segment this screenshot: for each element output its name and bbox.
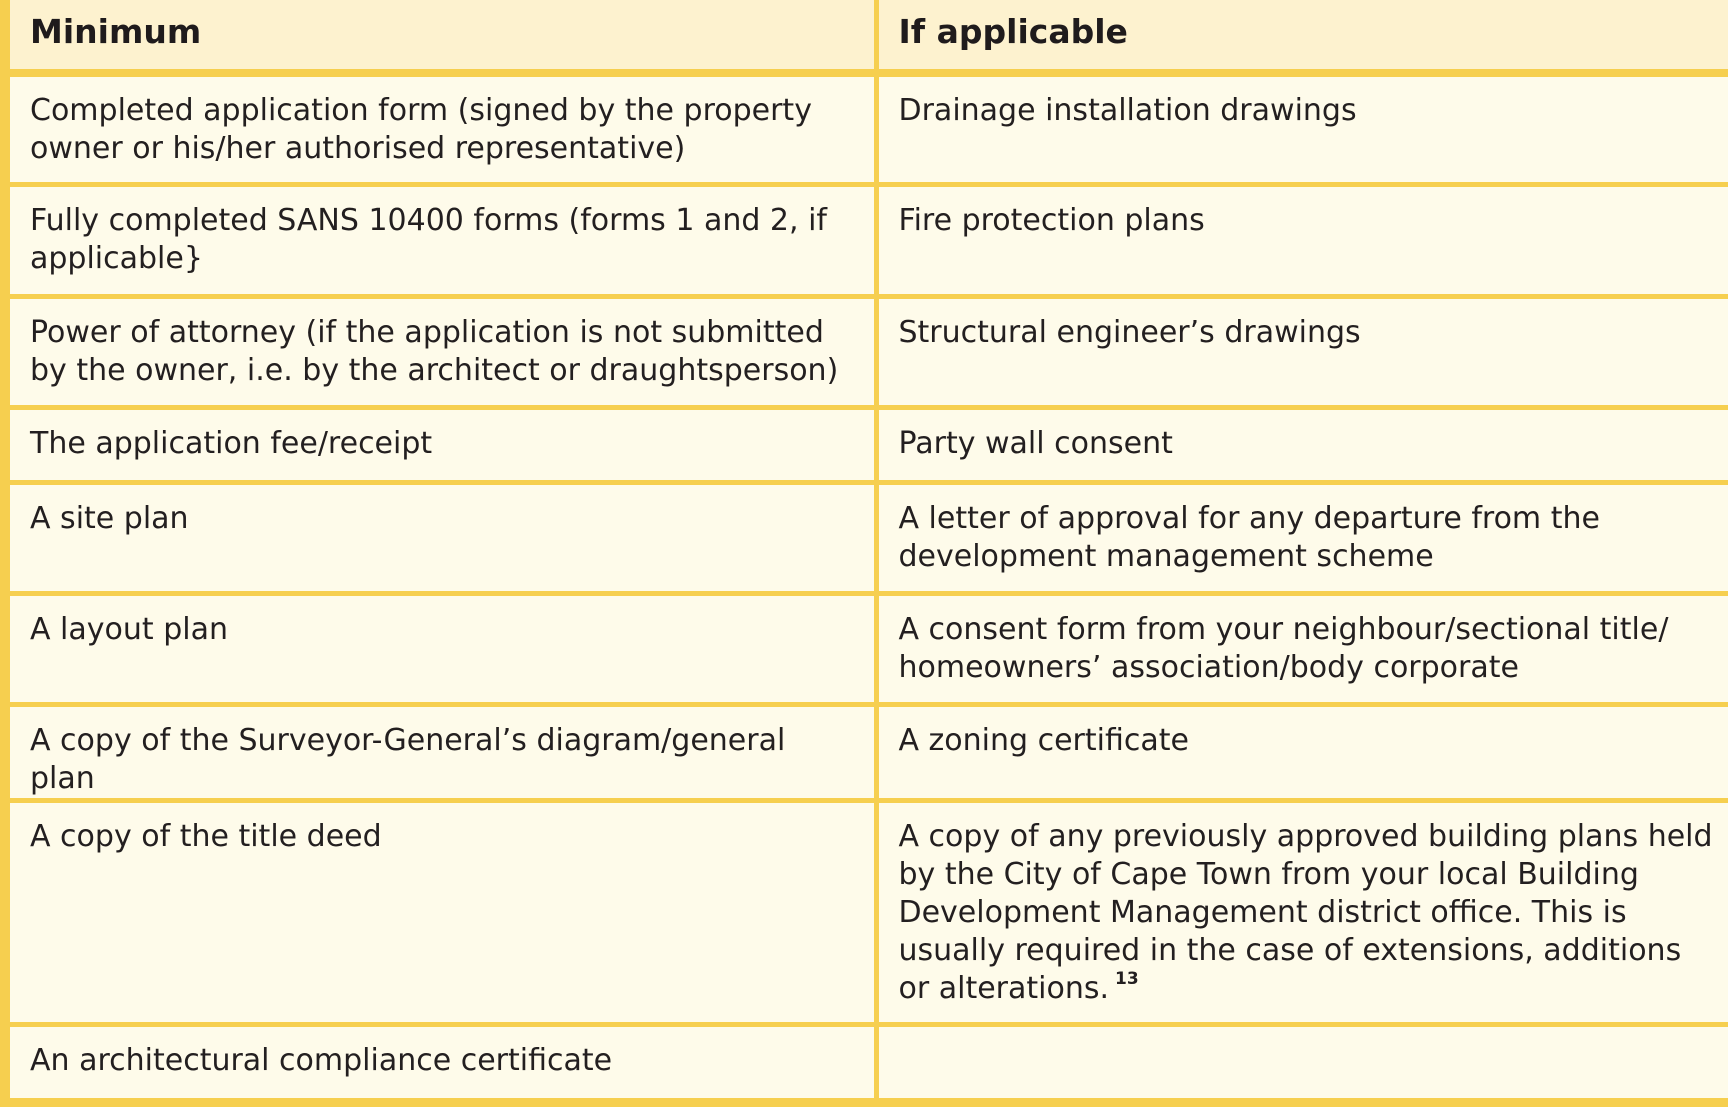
if-applicable-cell: Fire protection plans	[876, 184, 1728, 296]
if-applicable-cell: Drainage installation drawings	[876, 73, 1728, 184]
minimum-cell: An architectural compliance certificate	[5, 1024, 876, 1102]
table-row	[5, 1024, 1728, 1102]
minimum-cell: Fully completed SANS 10400 forms (forms 1 and 2, if applicable}	[5, 184, 876, 296]
table-row	[5, 184, 1728, 296]
table-row	[5, 593, 1728, 704]
if-applicable-cell: A letter of approval for any departure from the development management scheme	[876, 482, 1728, 593]
header-row	[5, 0, 1728, 73]
table-header	[5, 0, 1728, 73]
column-header-minimum: Minimum	[5, 0, 876, 73]
if-applicable-cell: Structural engineer’s drawings	[876, 296, 1728, 407]
minimum-cell: A copy of the title deed	[5, 800, 876, 1024]
table-row	[5, 482, 1728, 593]
minimum-cell: The application fee/receipt	[5, 407, 876, 482]
minimum-cell: Completed application form (signed by the property owner or his/her authorised representative)	[5, 73, 876, 184]
if-applicable-text: A copy of any previously approved building plans held by the City of Cape Town from your local Building Development Management district office. This is usually required in the case of extensions, additions or alterations.	[898, 818, 1713, 1006]
table-row	[5, 73, 1728, 184]
footnote-marker: 13	[1115, 968, 1139, 989]
if-applicable-cell: A zoning certificate	[876, 704, 1728, 800]
if-applicable-cell	[876, 1024, 1728, 1102]
table-row	[5, 407, 1728, 482]
column-header-if-applicable: If applicable	[876, 0, 1728, 73]
table-body	[5, 73, 1728, 1102]
if-applicable-cell: Party wall consent	[876, 407, 1728, 482]
if-applicable-cell	[876, 800, 1728, 1024]
minimum-cell: Power of attorney (if the application is not submitted by the owner, i.e. by the architect or draughtsperson)	[5, 296, 876, 407]
table-row	[5, 800, 1728, 1024]
if-applicable-cell: A consent form from your neighbour/sectional title/ homeowners’ association/body corporate	[876, 593, 1728, 704]
minimum-cell: A copy of the Surveyor-General’s diagram/general plan	[5, 704, 876, 800]
minimum-cell: A layout plan	[5, 593, 876, 704]
table-row	[5, 296, 1728, 407]
table-row	[5, 704, 1728, 800]
minimum-cell: A site plan	[5, 482, 876, 593]
